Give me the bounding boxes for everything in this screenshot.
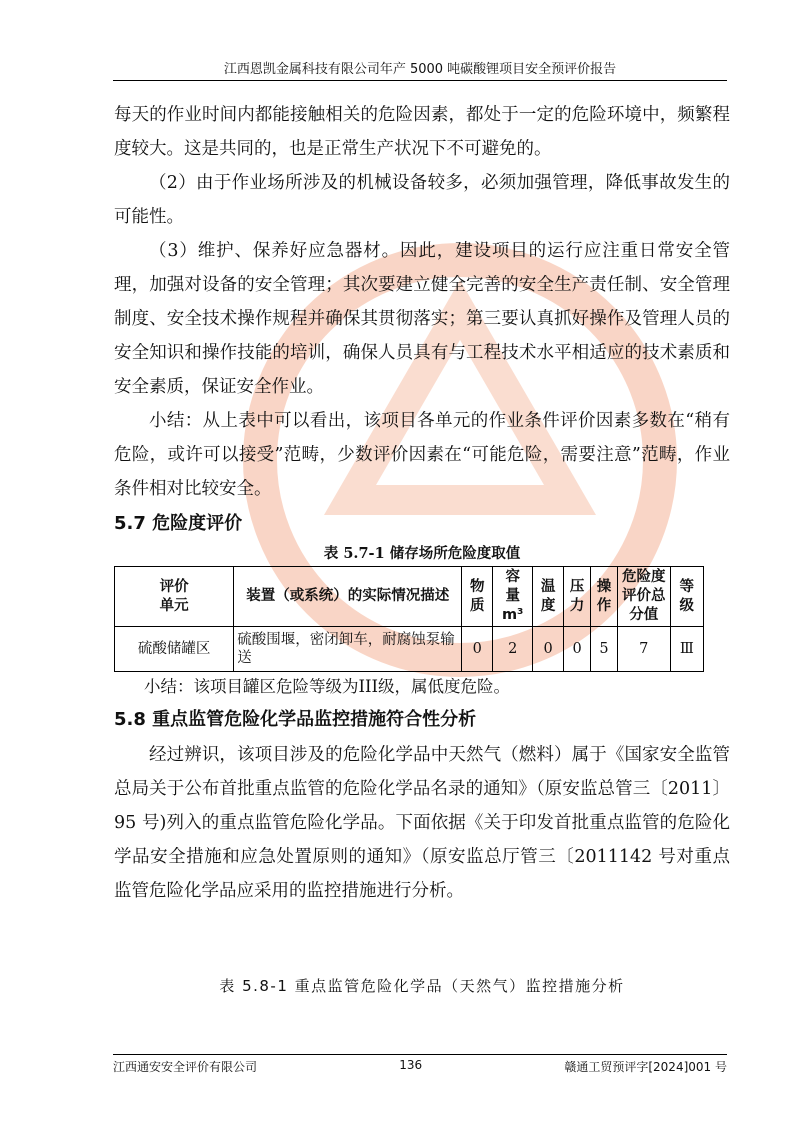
cell-substance: 0 xyxy=(462,627,493,672)
col-grade-label: 等级 xyxy=(679,578,695,614)
col-capacity xyxy=(493,567,533,627)
col-capacity-label: 容 量 m³ xyxy=(501,569,524,623)
col-operation xyxy=(591,567,618,627)
paragraph-summary: 小结：从上表中可以看出，该项目各单元的作业条件评价因素多数在“稍有危险，或许可以接受”范畴，少数评价因素在“可能危险，需要注意”范畴，作业条件相对比较安全。 xyxy=(114,411,730,499)
col-unit-label: 评价 单元 xyxy=(159,578,189,614)
cell-temperature: 0 xyxy=(533,627,564,672)
table-header-row xyxy=(115,567,704,627)
page-footer xyxy=(113,1054,727,1075)
col-temperature-label: 温度 xyxy=(540,578,556,614)
cell-operation: 5 xyxy=(591,627,618,672)
col-desc xyxy=(234,567,462,627)
cell-pressure: 0 xyxy=(564,627,591,672)
paragraph-2: （2）由于作业场所涉及的机械设备较多，必须加强管理，降低事故发生的可能性。 xyxy=(114,173,730,227)
footer-report-code: 赣通工贸预评字[2024]001 号 xyxy=(564,1060,727,1074)
table-5-8-1-caption: 表 5.8-1 重点监管危险化学品（天然气）监控措施分析 xyxy=(219,977,625,995)
section-5-8-heading: 5.8 重点监管危险化学品监控措施符合性分析 xyxy=(114,709,477,730)
col-operation-label: 操作 xyxy=(596,578,612,614)
paragraph-3: （3）维护、保养好应急器材。因此，建设项目的运行应注重日常安全管理，加强对设备的安全管理；其次要建立健全完善的安全生产责任制、安全管理制度、安全技术操作规程并确保其贯彻落实；第三要认真抓好操作及管理人员的安全知识和操作技能的培训，确保人员具有与工程技术水平相适应的技术素质和安全素质，保证安全作业。 xyxy=(114,241,730,397)
paragraph-1: 每天的作业时间内都能接触相关的危险因素，都处于一定的危险环境中，频繁程度较大。这是共同的，也是正常生产状况下不可避免的。 xyxy=(114,105,730,159)
col-substance-label: 物质 xyxy=(469,578,485,614)
col-total-label: 危险度评价总分值 xyxy=(622,569,666,623)
footer-company: 江西通安安全评价有限公司 xyxy=(113,1060,258,1074)
header-title: 江西恩凯金属科技有限公司年产 5000 吨碳酸锂项目安全预评价报告 xyxy=(223,62,617,77)
footer-page-number: 136 xyxy=(399,1058,423,1072)
col-pressure xyxy=(564,567,591,627)
page-body xyxy=(114,98,730,908)
cell-desc: 硫酸围堰，密闭卸车，耐腐蚀泵输送 xyxy=(234,627,462,672)
col-pressure-label: 压力 xyxy=(569,578,585,614)
hazard-table xyxy=(114,566,704,672)
section-5-8-paragraph: 经过辨识，该项目涉及的危险化学品中天然气（燃料）属于《国家安全监管总局关于公布首批重点监管的危险化学品名录的通知》（原安监总管三〔2011〕95 号)列入的重点监管危险化学品。下面依据《关于印发首批重点监管的危险化学品安全措施和应急处置原则的通知》（原安监总厅管三〔2011142 号对重点监管危险化学品应采用的监控措施进行分析。 xyxy=(114,745,730,901)
cell-unit: 硫酸储罐区 xyxy=(115,627,234,672)
cell-capacity: 2 xyxy=(493,627,533,672)
table-summary: 小结：该项目罐区危险等级为III级，属低度危险。 xyxy=(144,677,511,696)
table-row xyxy=(115,627,704,672)
col-unit xyxy=(115,567,234,627)
cell-grade: Ⅲ xyxy=(670,627,703,672)
section-5-7-heading: 5.7 危险度评价 xyxy=(114,513,243,534)
col-total xyxy=(617,567,670,627)
col-temperature xyxy=(533,567,564,627)
col-desc-label: 装置（或系统）的实际情况描述 xyxy=(246,588,450,604)
table-5-7-1-caption: 表 5.7-1 储存场所危险度取值 xyxy=(323,545,521,562)
col-grade xyxy=(670,567,703,627)
cell-total: 7 xyxy=(617,627,670,672)
page-header xyxy=(113,58,727,81)
col-substance xyxy=(462,567,493,627)
